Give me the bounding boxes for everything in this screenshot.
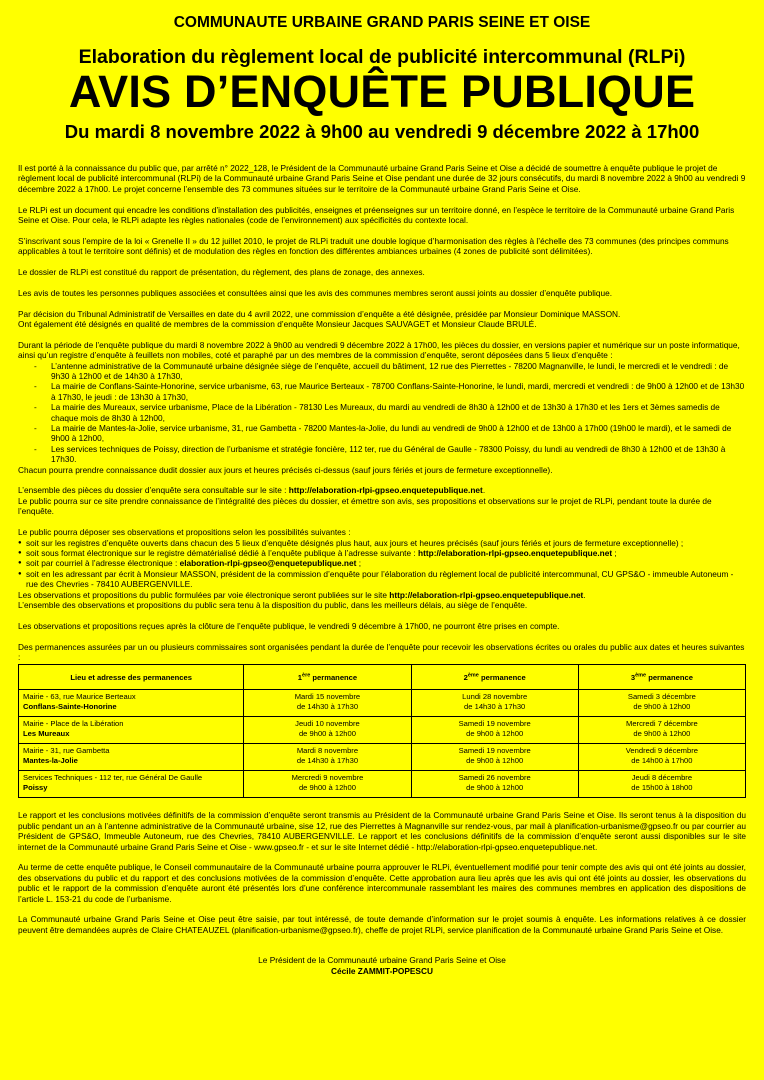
site-label: L’ensemble des pièces du dossier d’enquête sera consultable sur le site : [18,485,289,496]
cell-lieu: Mairie - 31, rue Gambetta Mantes-la-Jolie [19,744,244,771]
paragraph-rapport: Le rapport et les conclusions motivées définitifs de la commission d’enquête seront transmis au Président de la Communauté urbaine Grand Paris Seine et Oise. Ils seront tenus à la disposition du public pendant un an à l’antenne administrative de la Communauté urbaine, sise 12, rue des Pierrettes à Magnanville sur rendez-vous, par mail à planification-urbanisme@gpseo.fr ou par courrier au Président de GPS&O, Immeuble Autoneum, rue des Chevries, 78410 AUBERGENVILLE. Le rapport et les conclusions définitifs de la commission d’enquête seront aussi disponibles sur le site internet de la Communauté urbaine Grand Paris Seine et Oise - www.gpseo.fr - et sur le site Internet dédié - http://elaboration-rlpi-gpseo.enquetepublique.net. [18,810,746,852]
column-header-perm-3: 3ème permanence [578,665,745,690]
table-row [19,717,746,744]
cell-perm: Mardi 8 novembre de 14h30 à 17h30 [244,744,411,771]
column-header-perm-2: 2ème permanence [411,665,578,690]
paragraph-permanences: Des permanences assurées par un ou plusieurs commissaires sont organisées pendant la durée de l’enquête pour recevoir les observations écrites ou orales du public aux dates et heures suivantes : [18,641,745,662]
cell-perm: Jeudi 8 décembre de 15h00 à 18h00 [578,771,745,798]
list-item: ● soit en les adressant par écrit à Monsieur MASSON, président de la commission d’enquête pour l’élaboration du règlement local de publicité intercommunal, CU GPS&O - immeuble Autoneum - rue des Chevries - 78410 AUBERGENVILLE. [18,569,746,590]
page-title: AVIS D’ENQUÊTE PUBLIQUE [68,66,696,117]
cell-perm: Mardi 15 novembre de 14h30 à 17h30 [244,690,411,717]
cell-perm: Vendredi 9 décembre de 14h00 à 17h00 [578,744,745,771]
paragraph-observations-intro: Le public pourra déposer ses observations et propositions selon les possibilités suivantes : [18,527,351,538]
paragraph-grenelle: S’inscrivant sous l’empire de la loi « Grenelle II » du 12 juillet 2010, le projet de RLPi traduit une double logique d’harmonisation des règles à l’échelle des 73 communes (des principes communs applicables à tout le territoire sont définis) et de modulation des règles en fonction des différentes ambiances urbaines (4 zones de publicité sont délimitées). [18,235,729,257]
table-row [19,744,746,771]
list-item: ● soit sous format électronique sur le registre dématérialisé dédié à l’enquête publique à l’adresse suivante : http://elaboration-rlpi-gpseo.enquetepublique.net ; [18,548,746,558]
publication-link[interactable]: http://elaboration-rlpi-gpseo.enquetepublique.net [389,589,584,600]
signature-block [18,955,746,976]
cell-perm: Samedi 19 novembre de 9h00 à 12h00 [411,744,578,771]
paragraph-site: L’ensemble des pièces du dossier d’enquête sera consultable sur le site : http://elaboration-rlpi-gpseo.enquetepublique.net. [18,485,486,496]
paragraph-cloture: Les observations et propositions reçues après la clôture de l’enquête publique, le vendredi 9 décembre à 17h00, ne pourront être prises en compte. [18,620,560,631]
paragraph-lieux-end: Chacun pourra prendre connaissance dudit dossier aux jours et heures précisés ci-dessus (sauf jours fériés et jours de fermeture exceptionnelle). [18,464,553,475]
list-item: - Les services techniques de Poissy, direction de l’urbanisme et stratégie foncière, 112 ter, rue du Général de Gaulle - 78300 Poissy, du lundi au vendredi de 8h30 à 12h00 et de 13h30 à 17h30. [34,444,746,465]
cell-perm: Mercredi 7 décembre de 9h00 à 12h00 [578,717,745,744]
paragraph-approbation: Au terme de cette enquête publique, le Conseil communautaire de la Communauté urbaine pourra approuver le RLPi, éventuellement modifié pour tenir compte des avis qui ont été joints au dossier, des observations du public et du rapport et des conclusions motivées de la commission d’enquête. Cette approbation aura lieu après que les avis qui ont été joints au dossier, les observations du public et le rapport de la commission d’enquête auront été présentés lors d’une conférence intercommunale rassemblant les maires des communes membres en application des dispositions de l’article L. 153-21 du code de l’urbanisme. [18,862,746,904]
list-item: ● soit sur les registres d’enquête ouverts dans chacun des 5 lieux d’enquête désignés plus haut, aux jours et heures précisés (sauf jours fériés et jours de fermeture exceptionnelle) ; [18,538,746,548]
list-item: - La mairie de Conflans-Sainte-Honorine, service urbanisme, 63, rue Maurice Berteaux - 78700 Conflans-Sainte-Honorine, le lundi, mardi, mercredi et vendredi : de 9h00 à 12h00 et de 13h30 à 17h30, le jeudi : de 13h30 à 17h30, [34,381,746,402]
cell-perm: Mercredi 9 novembre de 9h00 à 12h00 [244,771,411,798]
paragraph-avis: Les avis de toutes les personnes publiques associées et consultées ainsi que les avis des communes membres seront aussi joints au dossier d’enquête publique. [18,287,613,298]
paragraph-dossier: Le dossier de RLPi est constitué du rapport de présentation, du règlement, des plans de zonage, des annexes. [18,267,425,278]
subject-heading: Elaboration du règlement local de publicité intercommunal (RLPi) [78,46,686,68]
paragraph-information: La Communauté urbaine Grand Paris Seine et Oise peut être saisie, par tout intéressé, de toute demande d’information sur le projet soumis à enquête. Les informations relatives à ce dossier peuvent être demandées auprès de Claire CHATEAUZEL (planification-urbanisme@gpseo.fr), cheffe de projet RLPi, service planification de la Communauté urbaine Grand Paris Seine et Oise. [18,914,746,935]
notice-body [18,163,746,976]
list-item: ● soit par courriel à l’adresse électronique : elaboration-rlpi-gpseo@enquetepublique.net ; [18,558,746,568]
list-item: - La mairie des Mureaux, service urbanisme, Place de la Libération - 78130 Les Mureaux, du mardi au vendredi de 8h30 à 12h00 et de 13h30 à 17h30 et les 1ers et 3èmes samedis de chaque mois de 8h30 à 12h00, [34,402,746,423]
observations-list [18,538,746,590]
paragraph-commission-members: Ont également été désignés en qualité de membres de la commission d’enquête Monsieur Jacques SAUVAGET et Monsieur Claude BRULÉ. [18,319,537,330]
registry-link[interactable]: http://elaboration-rlpi-gpseo.enquetepublique.net [418,547,613,558]
organization-heading: COMMUNAUTE URBAINE GRAND PARIS SEINE ET OISE [173,14,591,31]
cell-perm: Lundi 28 novembre de 14h30 à 17h30 [411,690,578,717]
cell-perm: Samedi 19 novembre de 9h00 à 12h00 [411,717,578,744]
signature-title: Le Président de la Communauté urbaine Grand Paris Seine et Oise [258,955,506,966]
cell-perm: Samedi 26 novembre de 9h00 à 12h00 [411,771,578,798]
column-header-perm-1: 1ère permanence [244,665,411,690]
permanences-table [18,664,746,798]
cell-perm: Jeudi 10 novembre de 9h00 à 12h00 [244,717,411,744]
paragraph-commission: Par décision du Tribunal Administratif de Versailles en date du 4 avril 2022, une commission d’enquête a été désignée, présidée par Monsieur Dominique MASSON. [18,308,621,319]
table-row [19,690,746,717]
signature-name: Cécile ZAMMIT-POPESCU [331,965,433,976]
email-link[interactable]: elaboration-rlpi-gpseo@enquetepublique.net [179,558,357,569]
cell-lieu: Services Techniques - 112 ter, rue Général De Gaulle Poissy [19,771,244,798]
paragraph-lieux-intro: Durant la période de l’enquête publique du mardi 8 novembre 2022 à 9h00 au vendredi 9 décembre 2022 à 17h00, les pièces du dossier, en versions papier et numérique sur un poste informatique, ainsi qu’un registre d’enquête à feuillets non mobiles, coté et paraphé par un des membres de la commission d’enquête, seront déposées dans 5 lieux d’enquête : [18,339,740,361]
paragraph-arrete: Il est porté à la connaissance du public que, par arrêté n° 2022_128, le Président de la Communauté urbaine Grand Paris Seine et Oise a décidé de soumettre à enquête publique le projet de règlement local de publicité intercommunal (RLPi) de la Communauté urbaine Grand Paris Seine et Oise pendant une durée de 32 jours consécutifs, du mardi 8 novembre 2022 à 9h00 au vendredi 9 décembre 2022 à 17h00. Le projet concerne l’ensemble des 73 communes situées sur le territoire de la Communauté urbaine Grand Paris Seine et Oise. [18,163,746,194]
column-header-lieu: Lieu et adresse des permanences [19,665,244,690]
lieux-list [18,361,746,465]
cell-lieu: Mairie - 63, rue Maurice Berteaux Conflans-Sainte-Honorine [19,690,244,717]
cell-perm: Samedi 3 décembre de 9h00 à 12h00 [578,690,745,717]
site-link[interactable]: http://elaboration-rlpi-gpseo.enquetepublique.net [288,485,483,496]
list-item: - L’antenne administrative de la Communauté urbaine désignée siège de l’enquête, accueil du bâtiment, 12 rue des Pierrettes - 78200 Magnanville, le lundi, le mercredi et le vendredi : de 9h30 à 12h00 et de 14h30 à 17h30, [34,361,746,382]
table-header-row [19,665,746,690]
paragraph-publication: Les observations et propositions du public formulées par voie électronique seront publiées sur le site http://elaboration-rlpi-gpseo.enquetepublique.net. [18,589,586,600]
table-row [19,771,746,798]
cell-lieu: Mairie - Place de la Libération Les Mureaux [19,717,244,744]
list-item: - La mairie de Mantes-la-Jolie, service urbanisme, 31, rue Gambetta - 78200 Mantes-la-Jolie, du lundi au vendredi de 9h00 à 12h00 et de 13h00 à 17h00 (19h00 le mardi), et le samedi de 9h00 à 12h00, [34,423,746,444]
dates-heading: Du mardi 8 novembre 2022 à 9h00 au vendredi 9 décembre 2022 à 17h00 [64,121,700,142]
paragraph-disposition: L’ensemble des observations et propositions du public sera tenu à la disposition du public, dans les meilleurs délais, au siège de l’enquête. [18,599,528,610]
paragraph-rlpi-definition: Le RLPi est un document qui encadre les conditions d’installation des publicités, enseignes et préenseignes sur un territoire donné, en l’espèce le territoire de la Communauté urbaine Grand Paris Seine et Oise. Pour cela, le RLPi adapte les règles nationales (code de l’environnement) aux spécificités du contexte local. [18,204,735,226]
paragraph-site-details: Le public pourra sur ce site prendre connaissance de l’intégralité des pièces du dossier, et émettre son avis, ses propositions et observations sur le projet de RLPi, pendant toute la durée de l’enquête. [18,495,712,517]
